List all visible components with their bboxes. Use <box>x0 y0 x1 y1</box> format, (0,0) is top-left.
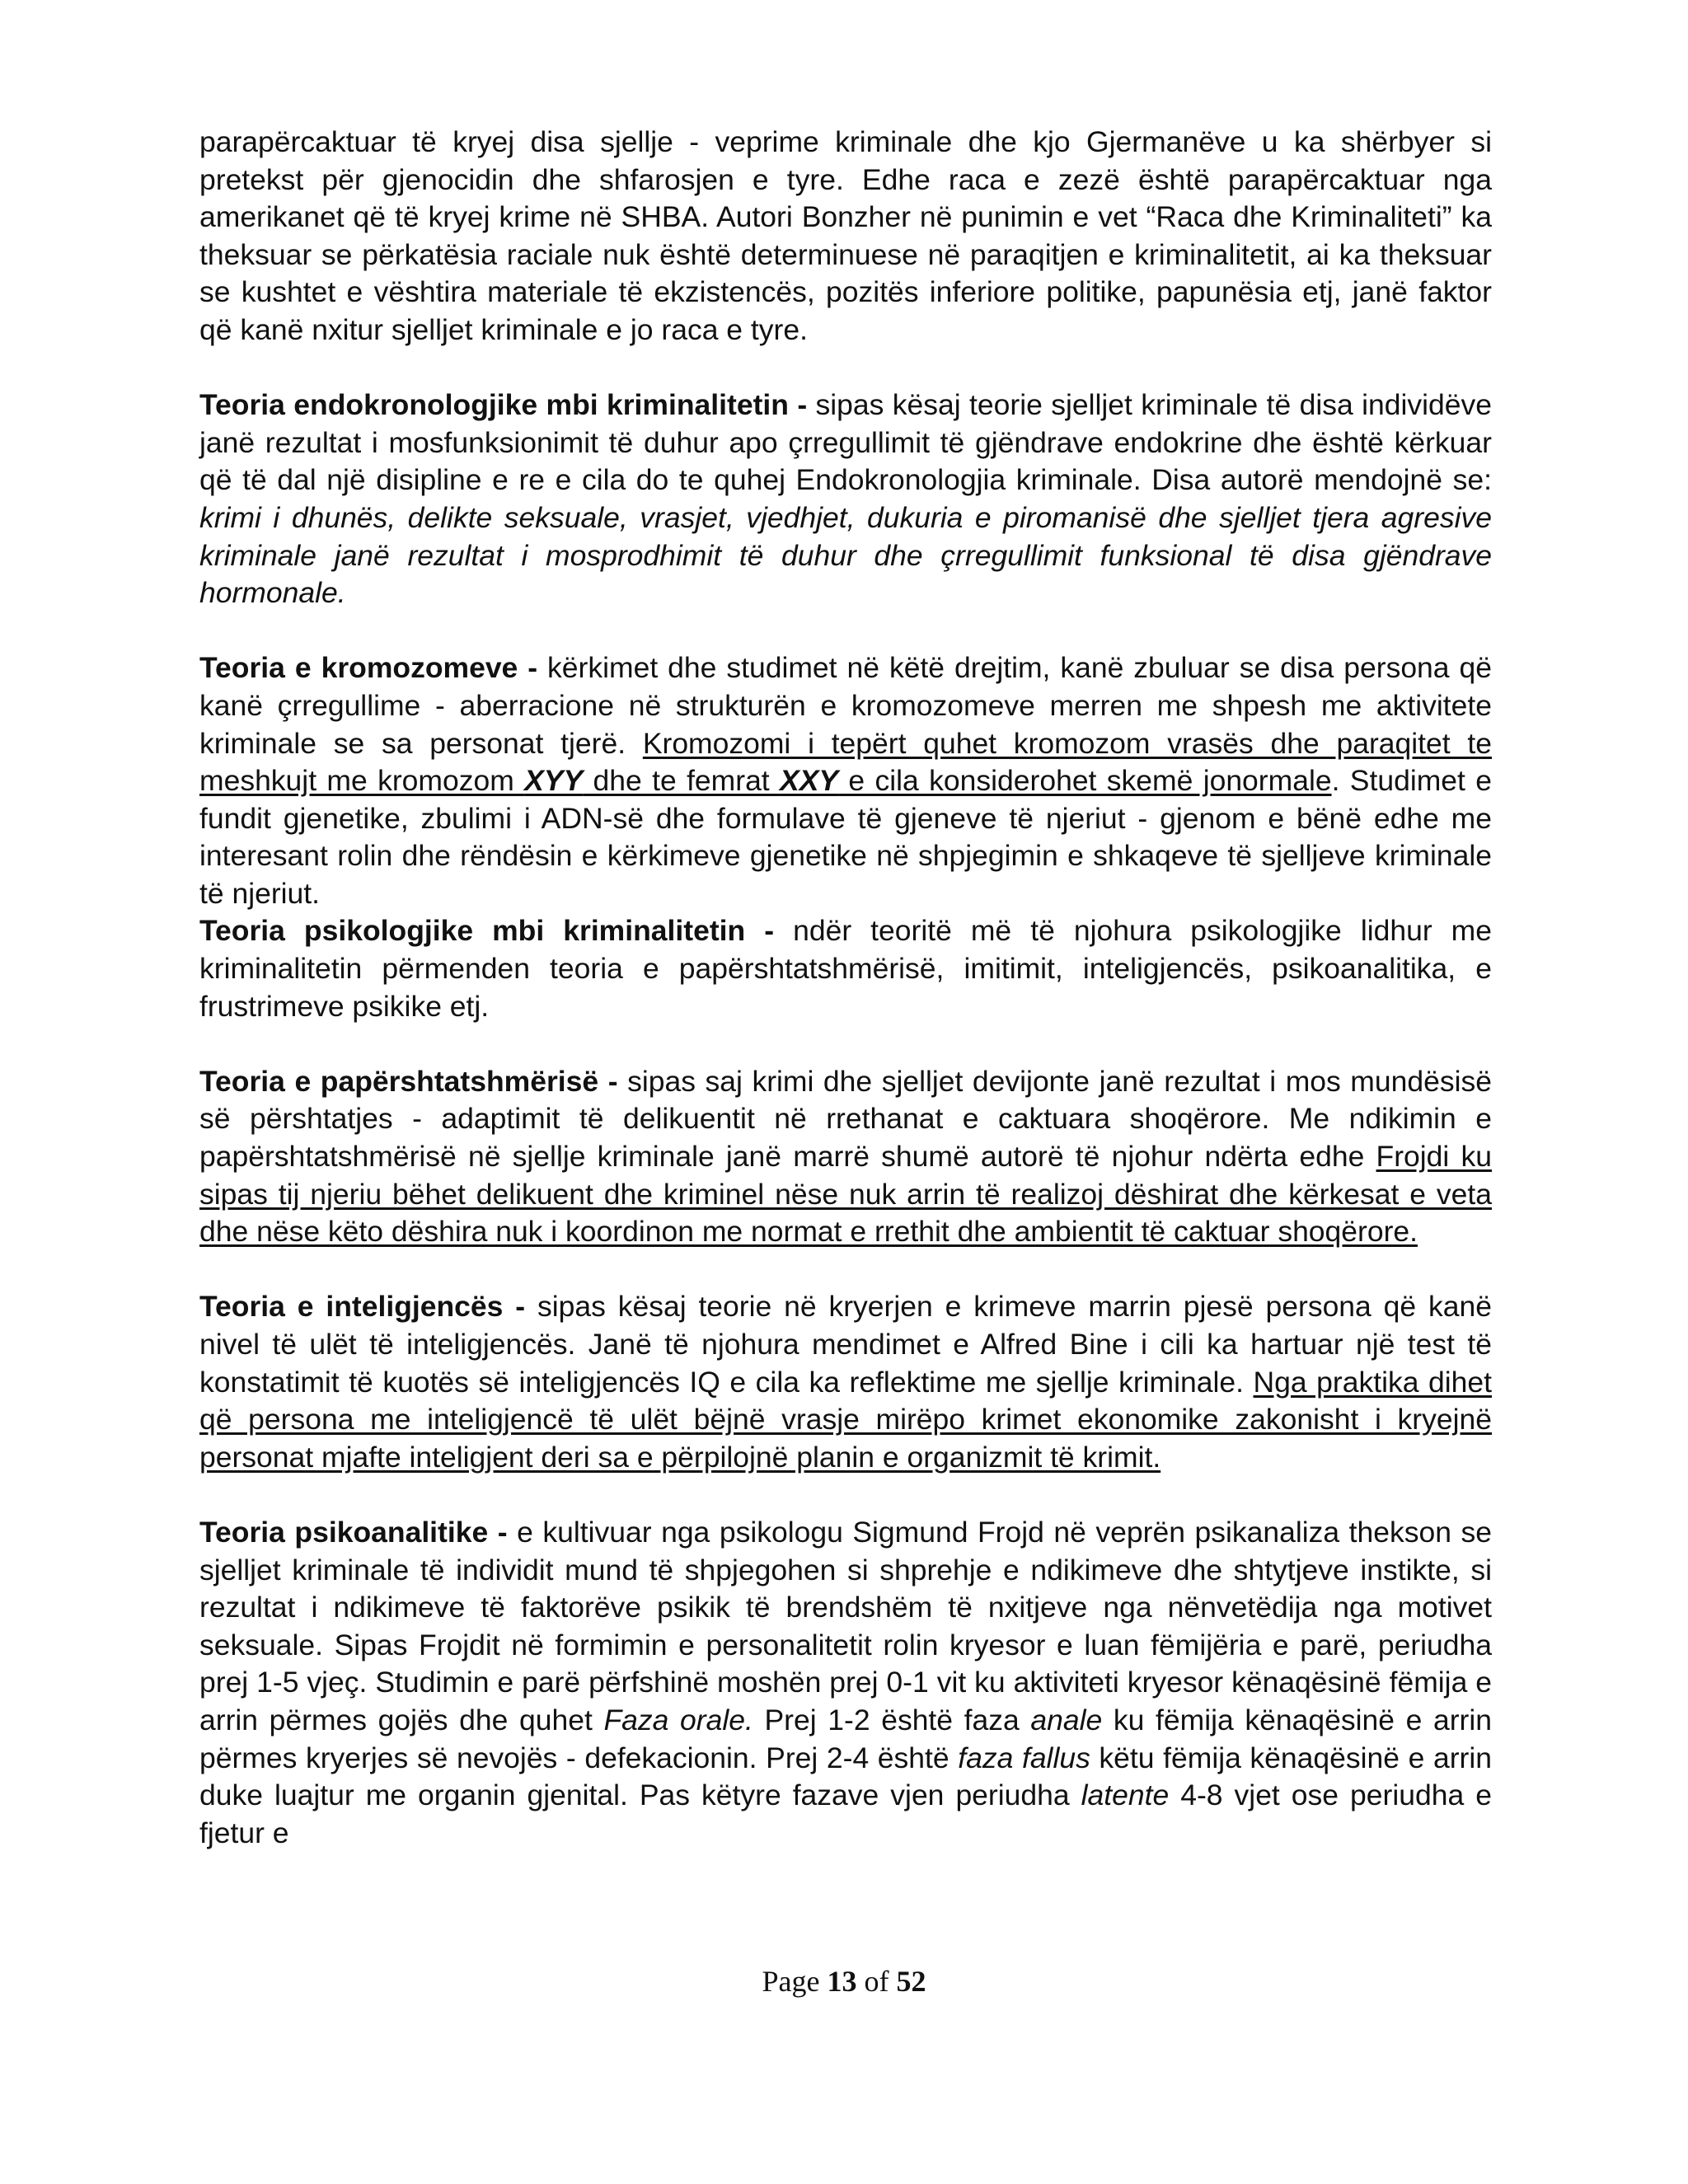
chromosome-xxy: XXY <box>780 764 839 798</box>
paragraph-text: ndër teoritë më të njohura psikologjike lidhur me kriminalitetin përmenden teoria e papërshtatshmërisë, imitimit, inteligjencës, psikoanalitika, e frustrimeve psikike etj. <box>199 914 1492 1023</box>
paragraph-text: ku fëmija kënaqësinë e arrin përmes kryerjes së nevojës - defekacionin. Prej 2-4 është <box>199 1703 1493 1774</box>
paragraph-text: sipas saj krimi dhe sjelljet devijonte janë rezultat i mos mundësisë së përshtatjes - adaptimit të delikuentit në rrethanat e caktuara shoqërore. Me ndikimin e papërshtatshmërisë në sjellje kriminale janë marrë shumë autorë të njohur ndërta edhe <box>199 1064 1492 1174</box>
underlined-text-part: e cila konsiderohet skemë jonormale <box>838 764 1332 798</box>
section-title: Teoria e inteligjencës - <box>199 1290 526 1324</box>
paragraph-text: parapërcaktuar të kryej disa sjellje - veprime kriminale dhe kjo Gjermanëve u ka shërbyer si pretekst për gjenocidin dhe shfarosjen e tyre. Edhe raca e zezë është parapërcaktuar nga amerikanet që të kryej krime në SHBA. Autori Bonzher në punimin e vet “Raca dhe Kriminaliteti” ka theksuar se përkatësia raciale nuk është determinuese në paraqitjen e kriminalitetit, ai ka theksuar se kushtet e vështira materiale të ekzistencës, pozitës inferiore politike, papunësia etj, janë faktor që kanë nxitur sjelljet kriminale e jo raca e tyre. <box>199 125 1492 346</box>
paragraph-intelligence-theory <box>199 1288 1492 1476</box>
paragraph-chromosome-theory <box>199 649 1492 912</box>
italic-text: latente <box>1081 1779 1170 1812</box>
italic-text: Faza orale. <box>603 1703 753 1736</box>
paragraph-text: 4-8 vjet ose periudha e fjetur e <box>199 1779 1492 1849</box>
page-label: Page <box>762 1965 828 1998</box>
page-of-label: of <box>856 1965 897 1998</box>
section-title: Teoria endokronologjike mbi kriminalitetin - <box>199 388 808 422</box>
paragraph-text: kërkimet dhe studimet në këtë drejtim, kanë zbuluar se disa persona që kanë çrregullime - aberracione në strukturën e kromozomeve merren me shpesh me aktivitete kriminale se sa personat tjerë. <box>199 651 1492 760</box>
italic-text: faza fallus <box>958 1741 1090 1774</box>
section-title: Teoria psikoanalitike - <box>199 1515 508 1549</box>
underlined-text: Nga praktika dihet që persona me inteligjencë të ulët bëjnë vrasje mirëpo krimet ekonomike zakonisht i kryejnë personat mjafte inteligjent deri sa e përpilojnë planin e organizmit të krimit. <box>199 1365 1492 1474</box>
paragraph-psychoanalytic-theory <box>199 1514 1492 1852</box>
section-title: Teoria e papërshtatshmërisë - <box>199 1064 618 1098</box>
underlined-text-part: dhe te femrat <box>583 764 781 798</box>
page-footer <box>0 1964 1688 1999</box>
paragraph-text: Prej 1-2 është faza <box>753 1703 1031 1736</box>
italic-text: krimi i dhunës, delikte seksuale, vrasjet, vjedhjet, dukuria e piromanisë dhe sjelljet tjera agresive kriminale janë rezultat i mosprodhimit të duhur dhe çrregullimit funksional të disa gjëndrave hormonale. <box>199 500 1492 610</box>
section-title: Teoria e kromozomeve - <box>199 651 538 685</box>
paragraph-endocrinology-theory <box>199 387 1492 612</box>
chromosome-xyy: XYY <box>524 764 584 798</box>
paragraph-race <box>199 124 1492 349</box>
underlined-text-part: Kromozomi i tepërt quhet kromozom vrasës dhe paraqitet te meshkujt me kromozom <box>199 726 1492 798</box>
italic-text: anale <box>1030 1703 1103 1736</box>
total-pages-number: 52 <box>896 1965 926 1998</box>
paragraph-psychology-theory <box>199 912 1492 1025</box>
paragraph-text: sipas kësaj teorie sjelljet kriminale të disa individëve janë rezultat i mosfunksionimit të duhur apo çrregullimit të gjëndrave endokrine dhe është kërkuar që të dal një disipline e re e cila do te quhej Endokronologjia kriminale. Disa autorë mendojnë se: <box>199 388 1492 497</box>
paragraph-text: . Studimet e fundit gjenetike, zbulimi i ADN-së dhe formulave të gjeneve të njeriut - gjenom e bënë edhe me interesant rolin dhe rëndësin e kërkimeve gjenetike në shpjegimin e shkaqeve të sjelljeve kriminale të njeriut. <box>199 764 1492 910</box>
paragraph-text: sipas kësaj teorie në kryerjen e krimeve marrin pjesë persona që kanë nivel të ulët të inteligjencës. Janë të njohura mendimet e Alfred Bine i cili ka hartuar një test të konstatimit të kuotës së inteligjencës IQ e cila ka reflektime me sjellje kriminale. <box>199 1290 1492 1399</box>
paragraph-maladaptation-theory <box>199 1063 1492 1251</box>
current-page-number: 13 <box>827 1965 857 1998</box>
paragraph-text: e kultivuar nga psikologu Sigmund Frojd në veprën psikanaliza thekson se sjelljet kriminale të individit mund të shpjegohen si shprehje e ndikimeve dhe shtytjeve instikte, si rezultat i ndikimeve të faktorëve psikik të brendshëm të nxitjeve nga nënvetëdija nga motivet seksuale. Sipas Frojdit në formimin e personalitetit rolin kryesor e luan fëmijëria e parë, periudha prej 1-5 vjeç. Studimin e parë përfshinë moshën prej 0-1 vit ku aktiviteti kryesor kënaqësinë fëmija e arrin përmes gojës dhe quhet <box>199 1515 1492 1736</box>
section-title: Teoria psikologjike mbi kriminalitetin - <box>199 914 775 948</box>
page-content <box>199 124 1492 1852</box>
underlined-text: Frojdi ku sipas tij njeriu bëhet delikuent dhe kriminel nëse nuk arrin të realizoj dëshirat dhe kërkesat e veta dhe nëse këto dëshira nuk i koordinon me normat e rrethit dhe ambientit të caktuar shoqërore. <box>199 1140 1493 1249</box>
paragraph-text: këtu fëmija kënaqësinë e arrin duke luajtur me organin gjenital. Pas këtyre fazave vjen periudha <box>199 1741 1492 1812</box>
